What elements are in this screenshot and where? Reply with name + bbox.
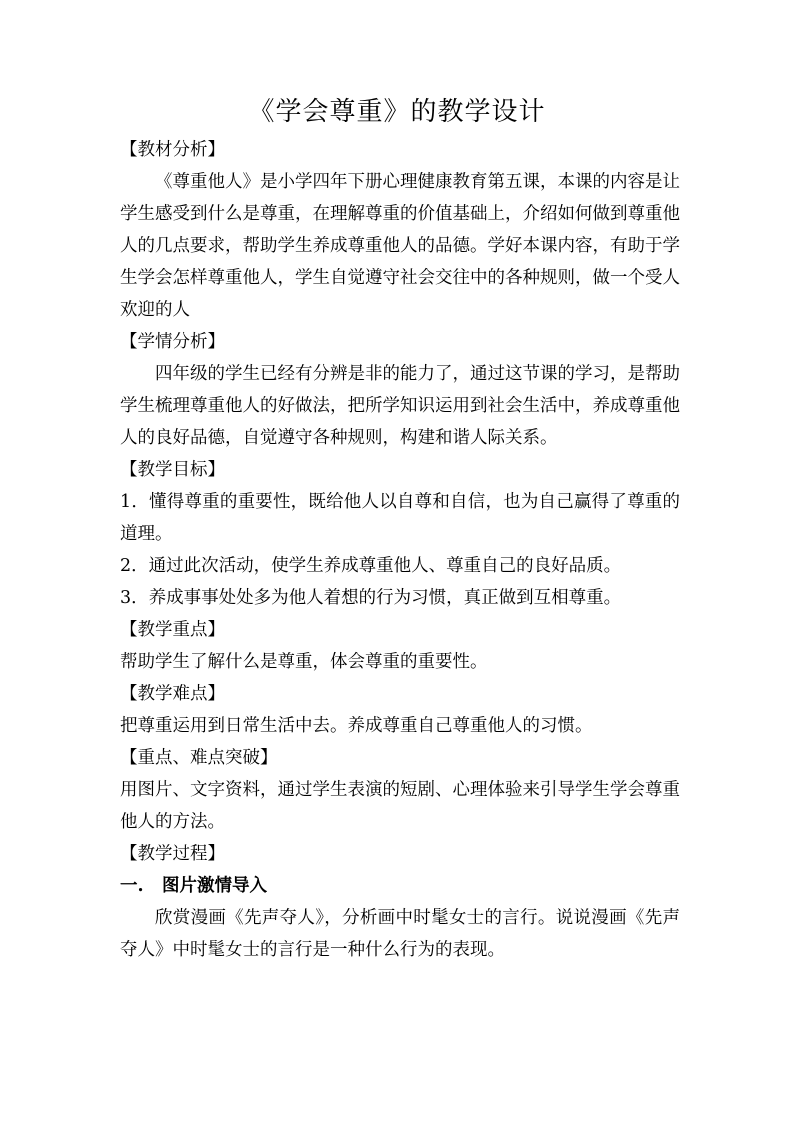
section-heading-breakthrough: 【重点、难点突破】 xyxy=(120,748,278,768)
paragraph-process-step-1: 欣赏漫画《先声夺人》，分析画中时髦女士的言行。说说漫画《先声夺人》中时髦女士的言行是一种什么行为的表现。 xyxy=(120,908,680,960)
section-heading-student-analysis: 【学情分析】 xyxy=(120,332,225,352)
document-body xyxy=(120,134,680,966)
process-step-heading xyxy=(120,870,680,902)
section-heading-teaching-process: 【教学过程】 xyxy=(120,844,225,864)
process-step-title: 图片激情导入 xyxy=(162,876,267,896)
section-heading-key-points: 【教学重点】 xyxy=(120,620,225,640)
paragraph-student-analysis: 四年级的学生已经有分辨是非的能力了，通过这节课的学习，是帮助学生梳理尊重他人的好做法，把所学知识运用到社会生活中，养成尊重他人的良好品德，自觉遵守各种规则，构建和谐人际关系。 xyxy=(120,364,680,448)
section-heading-teaching-goals: 【教学目标】 xyxy=(120,460,225,480)
section-heading-difficulties: 【教学难点】 xyxy=(120,684,225,704)
paragraph-textbook-analysis: 《尊重他人》是小学四年下册心理健康教育第五课，本课的内容是让学生感受到什么是尊重，在理解尊重的价值基础上，介绍如何做到尊重他人的几点要求，帮助学生养成尊重他人的品德。学好本课内容，有助于学生学会怎样尊重他人，学生自觉遵守社会交往中的各种规则，做一个受人欢迎的人 xyxy=(120,172,680,320)
section-heading-textbook-analysis: 【教材分析】 xyxy=(120,140,225,160)
goal-item-2: 2．通过此次活动，使学生养成尊重他人、尊重自己的良好品质。 xyxy=(120,556,622,576)
process-step-number: 一. xyxy=(120,876,144,896)
goal-item-1: 1．懂得尊重的重要性，既给他人以自尊和自信，也为自己赢得了尊重的道理。 xyxy=(120,492,680,544)
paragraph-breakthrough: 用图片、文字资料，通过学生表演的短剧、心理体验来引导学生学会尊重他人的方法。 xyxy=(120,780,680,832)
document-title: 《学会尊重》的教学设计 xyxy=(248,97,546,127)
goal-item-3: 3．养成事事处处多为他人着想的行为习惯，真正做到互相尊重。 xyxy=(120,588,622,608)
paragraph-difficulties: 把尊重运用到日常生活中去。养成尊重自己尊重他人的习惯。 xyxy=(120,716,593,736)
paragraph-key-points: 帮助学生了解什么是尊重，体会尊重的重要性。 xyxy=(120,652,488,672)
